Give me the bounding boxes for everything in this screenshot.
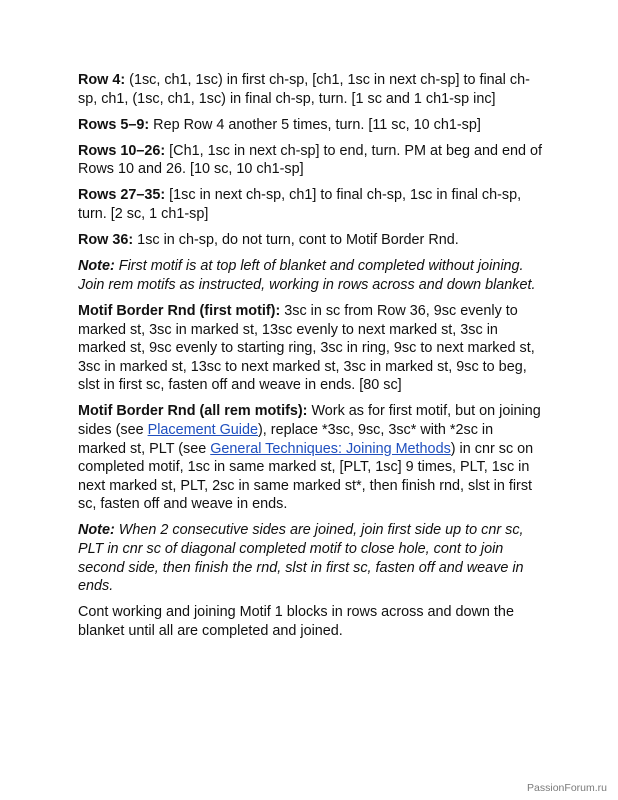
motif-border-rem-text-b: ), replace *3sc, 9sc, 3sc* with *2sc in marked st, PLT (see: [78, 422, 494, 457]
note-text: First motif is at top left of blanket and completed without joining. Join rem motifs as instructed, working in rows across and down blanket.: [78, 258, 536, 293]
rows-10-26-label: Rows 10–26:: [78, 142, 166, 159]
site-watermark: PassionForum.ru: [527, 782, 607, 794]
motif-border-first-text: 3sc in sc from Row 36, 9sc evenly to marked st, 3sc in marked st, 13sc evenly to next marked st, 3sc in marked st, 9sc evenly to starting ring, 3sc in ring, 9sc to next marked st, 3sc in marked st, 13sc to next marked st, 3sc in marked st, 9sc to beg, slst in first sc, fasten off and weave in ends. [80 sc]: [78, 302, 535, 394]
rows-27-35-instruction: [78, 186, 542, 223]
note-label: Note:: [78, 258, 115, 275]
motif-border-rem-label: Motif Border Rnd (all rem motifs):: [78, 403, 308, 420]
joining-methods-link[interactable]: General Techniques: Joining Methods: [210, 440, 451, 457]
row-4-text: (1sc, ch1, 1sc) in first ch-sp, [ch1, 1sc in next ch-sp] to final ch-sp, ch1, (1sc, ch1, 1sc) in final ch-sp, turn. [1 sc and 1 ch1-sp inc]: [78, 72, 530, 107]
rows-27-35-label: Rows 27–35:: [78, 187, 166, 204]
row-36-instruction: [78, 231, 542, 250]
note-text: When 2 consecutive sides are joined, join first side up to cnr sc, PLT in cnr sc of diagonal completed motif to close hole, cont to join second side, then finish the rnd, slst in first sc, fasten off and weave in ends.: [78, 522, 524, 595]
motif-border-rem-text-a: Work as for first motif, but on joining sides (see: [78, 403, 541, 438]
motif-border-first-instruction: [78, 302, 542, 395]
rows-5-9-label: Rows 5–9:: [78, 116, 150, 133]
rows-10-26-text: [Ch1, 1sc in next ch-sp] to end, turn. PM at beg and end of Rows 10 and 26. [10 sc, 10 ch1-sp]: [78, 142, 542, 178]
note-consecutive-sides: [78, 521, 542, 595]
pattern-instructions: [78, 71, 542, 648]
motif-border-rem-instruction: [78, 402, 542, 514]
note-label: Note:: [78, 522, 115, 539]
closing-instruction: Cont working and joining Motif 1 blocks in rows across and down the blanket until all are completed and joined.: [78, 604, 514, 639]
row-36-text: 1sc in ch-sp, do not turn, cont to Motif Border Rnd.: [133, 232, 459, 249]
motif-border-first-label: Motif Border Rnd (first motif):: [78, 302, 281, 319]
row-4-label: Row 4:: [78, 72, 126, 88]
row-36-label: Row 36:: [78, 232, 134, 249]
placement-guide-link[interactable]: Placement Guide: [147, 422, 258, 438]
motif-border-rem-text-c: ) in cnr sc on completed motif, 1sc in same marked st, [PLT, 1sc] 9 times, PLT, 1sc in next marked st, PLT, 2sc in same marked st*, then finish rnd, slst in first sc, fasten off and weave in ends.: [78, 440, 534, 513]
note-first-motif: [78, 257, 542, 294]
rows-27-35-text: [1sc in next ch-sp, ch1] to final ch-sp, 1sc in final ch-sp, turn. [2 sc, 1 ch1-sp]: [78, 187, 522, 223]
rows-5-9-text: Rep Row 4 another 5 times, turn. [11 sc, 10 ch1-sp]: [149, 116, 481, 133]
rows-10-26-instruction: [78, 142, 542, 179]
rows-5-9-instruction: [78, 116, 542, 135]
row-4-instruction: [78, 71, 542, 108]
